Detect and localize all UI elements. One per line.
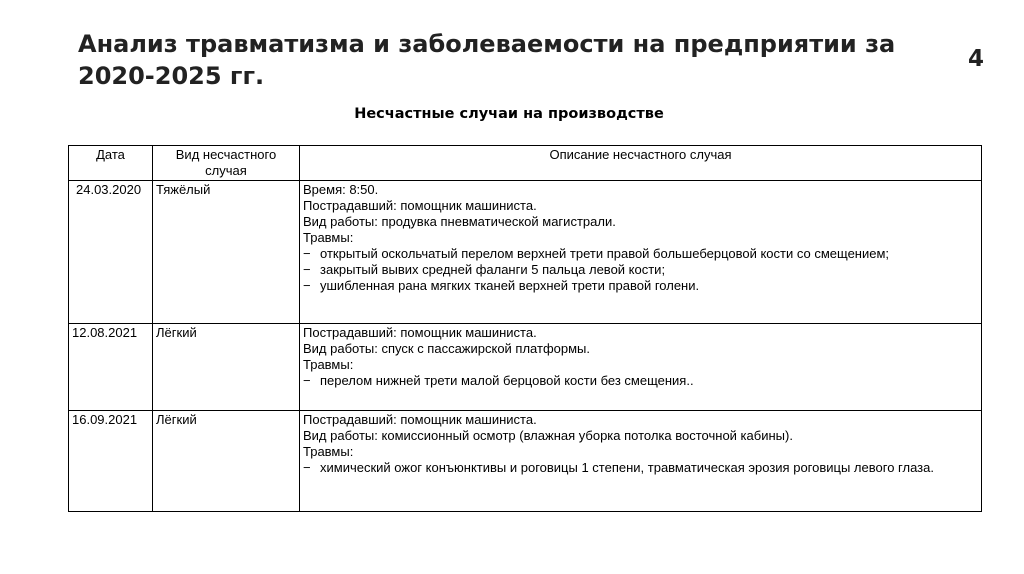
dash-bullet: − [303,246,311,261]
row-description [300,324,982,411]
table-row [69,324,982,411]
row-date: 16.09.2021 [69,411,153,512]
row-description [300,181,982,324]
description-victim: Пострадавший: помощник машиниста. [303,198,537,213]
row-type: Лёгкий [153,324,300,411]
injury-text: закрытый вывих средней фаланги 5 пальца левой кости; [320,262,666,277]
table-row [69,411,982,512]
injury-list [303,460,978,476]
description-injuries-label: Травмы: [303,357,354,372]
injury-item [303,262,978,278]
description-victim: Пострадавший: помощник машиниста. [303,325,537,340]
description-work-type: Вид работы: комиссионный осмотр (влажная уборка потолка восточной кабины). [303,428,793,443]
dash-bullet: − [303,278,311,293]
description-injuries-label: Травмы: [303,444,354,459]
description-work-type: Вид работы: продувка пневматической магистрали. [303,214,616,229]
column-header-date: Дата [69,146,153,181]
description-time: Время: 8:50. [303,182,379,197]
injury-item [303,278,978,294]
injury-list [303,373,978,389]
page-title: Анализ травматизма и заболеваемости на предприятии за 2020-2025 гг. [78,30,896,90]
row-type: Лёгкий [153,411,300,512]
row-description [300,411,982,512]
injury-text: перелом нижней трети малой берцовой кости без смещения.. [320,373,694,388]
section-subtitle-text: Несчастные случаи на производстве [354,106,664,122]
table-row [69,181,982,324]
injury-list [303,246,978,294]
injury-item [303,246,978,262]
row-date: 12.08.2021 [69,324,153,411]
description-victim: Пострадавший: помощник машиниста. [303,412,537,427]
section-subtitle [0,106,1024,122]
dash-bullet: − [303,460,311,475]
page-number: 4 [968,46,985,72]
injury-item [303,373,978,389]
injury-text: открытый оскольчатый перелом верхней трети правой большеберцовой кости со смещением; [320,246,890,261]
description-injuries-label: Травмы: [303,230,354,245]
column-header-type: Вид несчастного случая [153,146,300,181]
description-work-type: Вид работы: спуск с пассажирской платформы. [303,341,591,356]
dash-bullet: − [303,373,311,388]
accidents-table [68,145,982,512]
row-type: Тяжёлый [153,181,300,324]
table-header-row [69,146,982,181]
row-date: 24.03.2020 [69,181,153,324]
column-header-description: Описание несчастного случая [300,146,982,181]
injury-text: химический ожог конъюнктивы и роговицы 1 степени, травматическая эрозия роговицы левого глаза. [320,460,934,475]
injury-item [303,460,978,476]
dash-bullet: − [303,262,311,277]
injury-text: ушибленная рана мягких тканей верхней трети правой голени. [320,278,700,293]
